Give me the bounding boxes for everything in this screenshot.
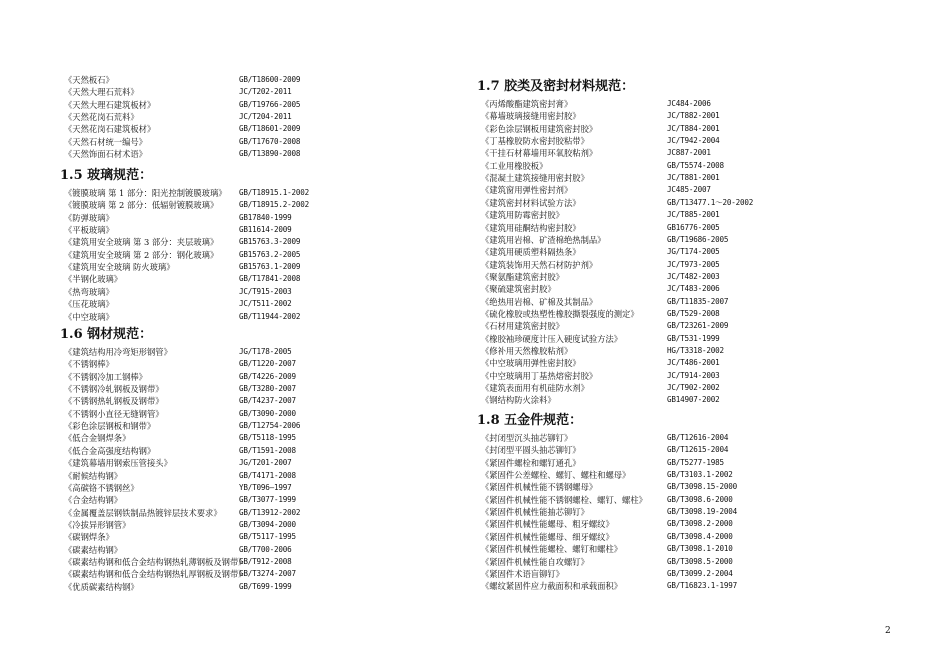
standard-code: JC887-2001 — [667, 148, 711, 158]
standard-row — [64, 261, 394, 273]
standard-row — [481, 580, 801, 592]
standard-code: GB/T4226-2009 — [239, 371, 296, 381]
standard-row — [64, 383, 394, 395]
standard-row — [481, 469, 801, 481]
standard-name: 《镀膜玻璃 第 2 部分：低辐射镀膜玻璃》 — [64, 200, 219, 211]
standard-row — [481, 382, 801, 394]
standard-code: GB11614-2009 — [239, 225, 292, 235]
standard-name: 《平板玻璃》 — [64, 225, 114, 236]
standard-row — [64, 457, 394, 469]
section-heading-right-2: 1.8 五金件规范： — [477, 413, 583, 428]
standard-code: GB/T1591-2008 — [239, 445, 296, 455]
standard-row — [481, 283, 801, 295]
standard-name: 《紧固件术语盲铆钉》 — [481, 568, 564, 579]
standard-name: 《碳素结构钢和低合金结构钢热轧厚钢板及钢带》 — [64, 569, 247, 580]
standard-row — [64, 236, 394, 248]
standard-name: 《混凝土建筑接缝用密封胶》 — [481, 173, 589, 184]
standard-name: 《耐候结构钢》 — [64, 470, 123, 481]
standard-name: 《绝热用岩棉、矿棉及其制品》 — [481, 296, 598, 307]
standard-row — [481, 197, 801, 209]
standard-row — [64, 482, 394, 494]
standard-row — [481, 308, 801, 320]
standard-code: JC/T483-2006 — [667, 284, 720, 294]
standard-code: JC/T486-2001 — [667, 358, 720, 368]
standard-code: GB17840-1999 — [239, 212, 292, 222]
standard-code: GB/T5277-1985 — [667, 457, 724, 467]
standard-row — [481, 333, 801, 345]
standard-row — [64, 111, 394, 123]
standard-row — [64, 74, 394, 86]
standard-code: GB/T5118-1995 — [239, 433, 296, 443]
standard-row — [64, 507, 394, 519]
page-number: 2 — [885, 626, 891, 636]
standard-name: 《金属覆盖层钢铁制品热镀锌层技术要求》 — [64, 507, 222, 518]
standard-name: 《干挂石材幕墙用环氧胶粘剂》 — [481, 148, 598, 159]
standard-row — [481, 394, 801, 406]
standard-code: GB/T3103.1-2002 — [667, 470, 733, 480]
standard-code: GB/T13477.1～20-2002 — [667, 197, 754, 207]
standard-row — [64, 99, 394, 111]
standard-code: JC/T942-2004 — [667, 136, 720, 146]
standard-name: 《天然板石》 — [64, 75, 114, 85]
standard-row — [481, 345, 801, 357]
standard-row — [64, 568, 394, 580]
standard-code: GB/T3098.4-2000 — [667, 531, 733, 541]
standard-name: 《碳素结构钢和低合金结构钢热轧薄钢板及钢带》 — [64, 556, 247, 567]
standard-row — [481, 506, 801, 518]
standard-code: GB/T19766-2005 — [239, 99, 301, 109]
standard-code: GB/T11944-2002 — [239, 311, 301, 321]
standard-name: 《建筑用防霉密封胶》 — [481, 210, 564, 221]
standard-code: JC/T511-2002 — [239, 299, 292, 309]
standard-code: GB/T3098.1-2010 — [667, 544, 733, 554]
standard-name: 《压花玻璃》 — [64, 299, 114, 310]
standard-code: GB/T11835-2007 — [667, 296, 729, 306]
standard-name: 《聚硫建筑密封胶》 — [481, 284, 556, 295]
standard-row — [481, 296, 801, 308]
standard-name: 《不锈钢棒》 — [64, 359, 114, 370]
standard-name: 《建筑用硅酮结构密封胶》 — [481, 222, 581, 233]
standard-row — [64, 358, 394, 370]
standard-row — [481, 481, 801, 493]
standard-code: GB/T12616-2004 — [667, 433, 729, 442]
standard-row — [64, 86, 394, 98]
standard-code: JC/T884-2001 — [667, 123, 720, 133]
standard-name: 《建筑表面用有机硅防水剂》 — [481, 383, 589, 394]
standard-code: GB/T3098.15-2000 — [667, 482, 737, 492]
standard-row — [481, 234, 801, 246]
standard-row — [64, 371, 394, 383]
standard-code: GB/T18915.2-2002 — [239, 200, 309, 210]
standard-row — [64, 519, 394, 531]
standard-code: GB/T3274-2007 — [239, 569, 296, 579]
standard-name: 《建筑密封材料试验方法》 — [481, 197, 581, 208]
standard-row — [64, 494, 394, 506]
standard-row — [481, 518, 801, 530]
standard-name: 《建筑幕墙用钢索压管接头》 — [64, 458, 172, 469]
standard-name: 《合金结构钢》 — [64, 495, 123, 506]
standard-name: 《聚氨酯建筑密封胶》 — [481, 271, 564, 282]
standard-code: GB/T4171-2008 — [239, 470, 296, 480]
standard-row — [481, 531, 801, 543]
standard-code: GB14907-2002 — [667, 395, 720, 405]
standard-name: 《硫化橡胶或热塑性橡胶撕裂强度的测定》 — [481, 308, 639, 319]
standard-name: 《紧固件机械性能螺栓、螺钉和螺柱》 — [481, 544, 623, 555]
standard-name: 《建筑用安全玻璃 防火玻璃》 — [64, 262, 175, 273]
standard-code: GB/T3098.19-2004 — [667, 507, 737, 517]
standard-name: 《不锈钢冷轧钢板及钢带》 — [64, 384, 164, 395]
standard-row — [64, 556, 394, 568]
standard-code: JC/T902-2002 — [667, 383, 720, 393]
standard-name: 《建筑用安全玻璃 第 2 部分：钢化玻璃》 — [64, 249, 219, 260]
standard-code: GB/T13912-2002 — [239, 507, 301, 517]
standard-name: 《碳钢焊条》 — [64, 532, 114, 543]
standard-name: 《丁基橡胶防水密封胶粘带》 — [481, 136, 589, 147]
standard-code: GB/T3099.2-2004 — [667, 568, 733, 578]
section-heading-left-1: 1.5 玻璃规范： — [60, 168, 153, 183]
standard-row — [481, 123, 801, 135]
standard-name: 《紧固件机械性能不锈钢螺栓、螺钉、螺柱》 — [481, 494, 647, 505]
standard-code: GB/T531-1999 — [667, 333, 720, 343]
standard-code: GB/T1220-2007 — [239, 359, 296, 369]
standard-name: 《低合金高强度结构钢》 — [64, 445, 156, 456]
standard-code: GB16776-2005 — [667, 222, 720, 232]
standard-name: 《钢结构防火涂料》 — [481, 395, 556, 406]
standard-row — [481, 246, 801, 258]
standard-code: GB/T18915.1-2002 — [239, 188, 309, 197]
standard-name: 《紧固件机械性能螺母、粗牙螺纹》 — [481, 519, 614, 530]
standard-name: 《高碳铬不锈钢丝》 — [64, 482, 139, 493]
standard-code: GB/T4237-2007 — [239, 396, 296, 406]
standard-code: GB/T12615-2004 — [667, 445, 729, 455]
standard-row — [64, 199, 394, 211]
standard-row — [481, 556, 801, 568]
standard-code: GB/T5117-1995 — [239, 532, 296, 542]
standard-row — [64, 346, 394, 358]
standard-name: 《紧固件机械性能螺母、细牙螺纹》 — [481, 531, 614, 542]
standard-row — [64, 136, 394, 148]
standard-row — [64, 445, 394, 457]
standard-row — [64, 273, 394, 285]
standard-name: 《封闭型沉头抽芯铆钉》 — [481, 433, 573, 443]
standard-name: 《低合金钢焊条》 — [64, 433, 131, 444]
standard-row — [64, 432, 394, 444]
standard-name: 《热弯玻璃》 — [64, 286, 114, 297]
standard-name: 《不锈钢冷加工钢棒》 — [64, 371, 147, 382]
standard-code: GB/T17841-2008 — [239, 274, 301, 284]
standard-code: GB15763.1-2009 — [239, 262, 301, 272]
standard-code: JC/T882-2001 — [667, 111, 720, 121]
standard-name: 《幕墙玻璃接缝用密封胶》 — [481, 111, 581, 122]
standard-row — [64, 249, 394, 261]
standard-code: GB/T529-2008 — [667, 308, 720, 318]
standard-code: GB15763.3-2009 — [239, 237, 301, 247]
standard-code: JG/T178-2005 — [239, 347, 292, 356]
standard-name: 《紧固件机械性能不锈钢螺母》 — [481, 482, 598, 493]
standard-code: JC/T881-2001 — [667, 173, 720, 183]
standard-row — [64, 148, 394, 160]
standard-name: 《半钢化玻璃》 — [64, 274, 123, 285]
standard-row — [481, 172, 801, 184]
standard-code: GB/T3094-2000 — [239, 519, 296, 529]
standard-name: 《不锈钢小直径无缝钢管》 — [64, 408, 164, 419]
standard-row — [64, 395, 394, 407]
standard-name: 《防弹玻璃》 — [64, 212, 114, 223]
standard-name: 《建筑结构用冷弯矩形钢管》 — [64, 347, 172, 357]
standard-row — [64, 298, 394, 310]
standard-code: GB/T3098.2-2000 — [667, 519, 733, 529]
standard-row — [481, 209, 801, 221]
standard-row — [481, 432, 801, 444]
standard-name: 《建筑窗用弹性密封剂》 — [481, 185, 573, 196]
standard-code: JC/T915-2003 — [239, 286, 292, 296]
standard-row — [64, 531, 394, 543]
standard-row — [481, 184, 801, 196]
standard-row — [481, 135, 801, 147]
standard-row — [64, 581, 394, 593]
standard-name: 《工业用橡胶板》 — [481, 160, 548, 171]
standard-code: GB/T3280-2007 — [239, 384, 296, 394]
standard-row — [481, 147, 801, 159]
standard-code: JC/T973-2005 — [667, 259, 720, 269]
standard-code: GB/T12754-2006 — [239, 421, 301, 431]
standard-name: 《优质碳素结构钢》 — [64, 581, 139, 592]
standard-code: GB/T16823.1-1997 — [667, 581, 737, 591]
standard-row — [64, 408, 394, 420]
standard-name: 《紧固件机械性能自攻螺钉》 — [481, 556, 589, 567]
standard-code: YB/T096—1997 — [239, 482, 292, 492]
standard-code: GB/T23261-2009 — [667, 321, 729, 331]
standard-code: JC/T482-2003 — [667, 271, 720, 281]
standard-code: GB/T18600-2009 — [239, 75, 301, 84]
standard-code: HG/T3318-2002 — [667, 346, 724, 355]
standard-name: 《封闭型平圆头抽芯铆钉》 — [481, 445, 581, 456]
standard-name: 《彩色涂层钢板和钢带》 — [64, 421, 156, 432]
standard-row — [481, 98, 801, 110]
standard-code: JC/T204-2011 — [239, 112, 292, 122]
standard-name: 《冷拔异形钢管》 — [64, 519, 131, 530]
standard-name: 《天然石材统一编号》 — [64, 136, 147, 147]
standard-code: GB/T912-2008 — [239, 556, 292, 566]
standard-row — [481, 320, 801, 332]
standard-name: 《天然大理石建筑板材》 — [64, 99, 156, 110]
standard-name: 《天然大理石荒料》 — [64, 87, 139, 98]
standard-name: 《修补用天然橡胶粘剂》 — [481, 346, 573, 356]
standard-row — [64, 470, 394, 482]
standard-code: GB/T13890-2008 — [239, 149, 301, 159]
standard-row — [64, 212, 394, 224]
standard-row — [64, 311, 394, 323]
standard-name: 《中空玻璃用丁基热熔密封胶》 — [481, 370, 598, 381]
standard-row — [481, 568, 801, 580]
standard-row — [64, 224, 394, 236]
standard-row — [64, 286, 394, 298]
standard-code: JC/T885-2001 — [667, 210, 720, 220]
standard-row — [64, 420, 394, 432]
standard-row — [481, 457, 801, 469]
standard-code: JG/T201-2007 — [239, 458, 292, 468]
standard-name: 《天然花岗石建筑板材》 — [64, 124, 156, 135]
standard-name: 《建筑用安全玻璃 第 3 部分：夹层玻璃》 — [64, 237, 219, 248]
standard-code: GB/T3098.6-2000 — [667, 494, 733, 504]
section-heading-left-2: 1.6 钢材规范： — [60, 327, 153, 342]
standard-name: 《紧固件螺栓和螺钉通孔》 — [481, 457, 581, 468]
standard-name: 《建筑用硬质塑料隔热条》 — [481, 247, 581, 258]
standard-code: JG/T174-2005 — [667, 247, 720, 257]
standard-code: JC/T914-2003 — [667, 370, 720, 380]
standard-row — [481, 370, 801, 382]
standard-name: 《丙烯酸酯建筑密封膏》 — [481, 99, 573, 109]
standard-name: 《中空玻璃用弹性密封胶》 — [481, 358, 581, 369]
standard-code: GB/T17670-2008 — [239, 136, 301, 146]
standard-name: 《螺纹紧固件应力截面积和承载面积》 — [481, 581, 623, 592]
standard-row — [481, 271, 801, 283]
standard-code: JC484-2006 — [667, 99, 711, 108]
standard-name: 《建筑装饰用天然石材防护剂》 — [481, 259, 598, 270]
standard-code: GB/T3090-2000 — [239, 408, 296, 418]
standard-code: GB15763.2-2005 — [239, 249, 301, 259]
standard-name: 《镀膜玻璃 第 1 部分：阳光控制镀膜玻璃》 — [64, 188, 227, 198]
standard-row — [64, 187, 394, 199]
standard-code: GB/T699-1999 — [239, 581, 292, 591]
standard-row — [481, 160, 801, 172]
standard-name: 《建筑用岩棉、矿渣棉绝热制品》 — [481, 234, 606, 245]
standard-code: GB/T19686-2005 — [667, 234, 729, 244]
standard-name: 《石材用建筑密封胶》 — [481, 321, 564, 332]
standard-code: GB/T3098.5-2000 — [667, 556, 733, 566]
standard-row — [481, 444, 801, 456]
standard-name: 《紧固件机械性能抽芯铆钉》 — [481, 507, 589, 518]
standard-name: 《紧固件公差螺栓、螺钉、螺柱和螺母》 — [481, 470, 631, 481]
standard-name: 《彩色涂层钢板用建筑密封胶》 — [481, 123, 598, 134]
standard-name: 《天然饰面石材术语》 — [64, 149, 147, 160]
standard-row — [481, 222, 801, 234]
standard-code: JC485-2007 — [667, 185, 711, 195]
standard-code: GB/T18601-2009 — [239, 124, 301, 134]
standard-row — [481, 357, 801, 369]
standard-row — [64, 544, 394, 556]
standard-name: 《中空玻璃》 — [64, 311, 114, 322]
standard-row — [481, 543, 801, 555]
standard-code: JC/T202-2011 — [239, 87, 292, 97]
standard-row — [481, 259, 801, 271]
standard-row — [481, 110, 801, 122]
standard-name: 《天然花岗石荒料》 — [64, 112, 139, 123]
standard-name: 《橡胶袖珍硬度计压入硬度试验方法》 — [481, 333, 623, 344]
standard-row — [481, 494, 801, 506]
standard-name: 《碳素结构钢》 — [64, 544, 123, 555]
standard-code: GB/T700-2006 — [239, 544, 292, 554]
standard-code: GB/T3077-1999 — [239, 495, 296, 505]
section-heading-right-1: 1.7 胶类及密封材料规范： — [477, 79, 635, 94]
standard-name: 《不锈钢热轧钢板及钢带》 — [64, 396, 164, 407]
standard-code: GB/T5574-2008 — [667, 160, 724, 170]
standard-row — [64, 123, 394, 135]
